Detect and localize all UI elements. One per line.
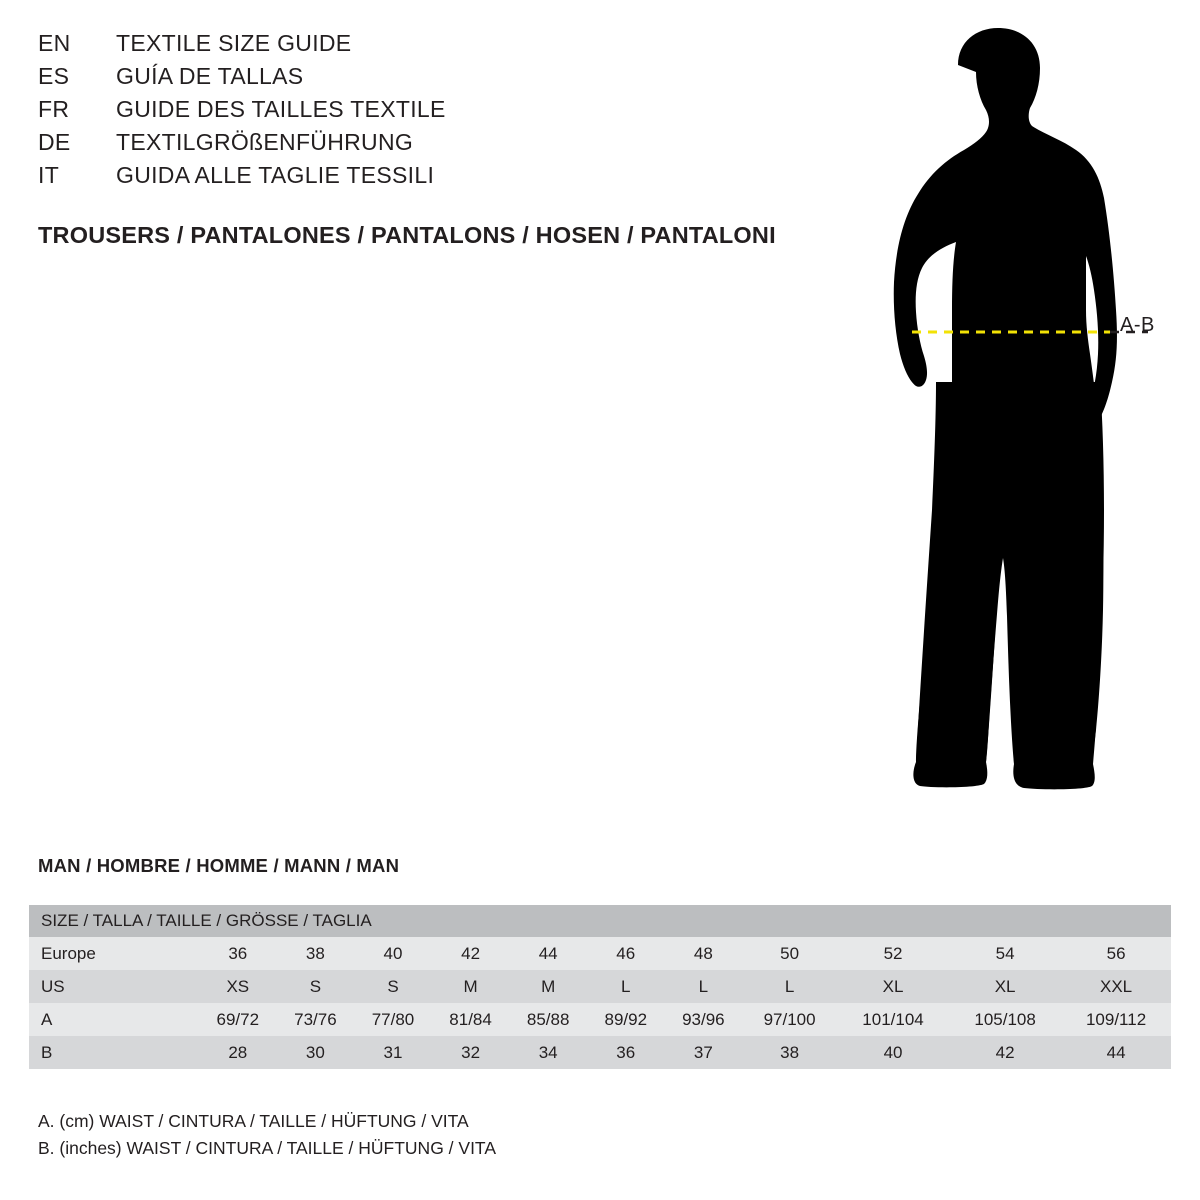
- footnote-b: B. (inches) WAIST / CINTURA / TAILLE / HÜFTUNG / VITA: [38, 1138, 496, 1158]
- table-cell: 97/100: [742, 1003, 837, 1036]
- language-title: GUIDA ALLE TAGLIE TESSILI: [116, 162, 435, 188]
- table-cell: 93/96: [665, 1003, 743, 1036]
- figure-silhouette: [800, 10, 1200, 810]
- table-cell: L: [665, 970, 743, 1003]
- table-cell: XL: [837, 970, 949, 1003]
- table-cell: 105/108: [949, 1003, 1061, 1036]
- table-cell: XL: [949, 970, 1061, 1003]
- table-cell: 38: [277, 937, 355, 970]
- language-row-fr: [38, 96, 838, 129]
- table-cell: 36: [587, 1036, 665, 1069]
- language-code: IT: [38, 162, 60, 188]
- table-cell: 52: [837, 937, 949, 970]
- table-cell: 42: [949, 1036, 1061, 1069]
- language-title: TEXTILE SIZE GUIDE: [116, 30, 352, 56]
- table-cell: 30: [277, 1036, 355, 1069]
- language-row-de: [38, 129, 838, 162]
- table-cell: 37: [665, 1036, 743, 1069]
- table-row: [29, 970, 1171, 1003]
- row-label: US: [29, 970, 199, 1003]
- language-row-en: [38, 30, 838, 63]
- table-cell: L: [742, 970, 837, 1003]
- table-cell: 34: [509, 1036, 587, 1069]
- language-code: EN: [38, 30, 71, 56]
- table-row: [29, 937, 1171, 970]
- measure-label-ab: A-B: [1120, 314, 1155, 336]
- table-cell: XS: [199, 970, 277, 1003]
- table-row: [29, 1003, 1171, 1036]
- table-cell: 40: [354, 937, 432, 970]
- table-cell: S: [354, 970, 432, 1003]
- table-cell: 44: [1061, 1036, 1171, 1069]
- table-cell: 77/80: [354, 1003, 432, 1036]
- table-cell: 31: [354, 1036, 432, 1069]
- table-row: [29, 1036, 1171, 1069]
- table-cell: 56: [1061, 937, 1171, 970]
- garment-type-heading: TROUSERS / PANTALONES / PANTALONS / HOSEN / PANTALONI: [38, 222, 776, 248]
- language-title: GUIDE DES TAILLES TEXTILE: [116, 96, 446, 122]
- table-cell: M: [432, 970, 510, 1003]
- table-header-row: [29, 905, 1171, 937]
- language-row-es: [38, 63, 838, 96]
- gender-heading: MAN / HOMBRE / HOMME / MANN / MAN: [38, 855, 400, 876]
- language-code: ES: [38, 63, 70, 89]
- language-title: GUÍA DE TALLAS: [116, 63, 304, 89]
- language-title: TEXTILGRÖßENFÜHRUNG: [116, 129, 414, 155]
- table-cell: 101/104: [837, 1003, 949, 1036]
- row-label: Europe: [29, 937, 199, 970]
- table-cell: 48: [665, 937, 743, 970]
- table-cell: M: [509, 970, 587, 1003]
- table-cell: 46: [587, 937, 665, 970]
- table-cell: 36: [199, 937, 277, 970]
- row-label: A: [29, 1003, 199, 1036]
- table-cell: L: [587, 970, 665, 1003]
- table-cell: 42: [432, 937, 510, 970]
- table-cell: 38: [742, 1036, 837, 1069]
- table-cell: 89/92: [587, 1003, 665, 1036]
- table-cell: 44: [509, 937, 587, 970]
- footnote-a: A. (cm) WAIST / CINTURA / TAILLE / HÜFTUNG / VITA: [38, 1111, 469, 1131]
- language-row-it: [38, 162, 838, 195]
- table-cell: XXL: [1061, 970, 1171, 1003]
- table-cell: S: [277, 970, 355, 1003]
- table-cell: 54: [949, 937, 1061, 970]
- row-label: B: [29, 1036, 199, 1069]
- language-list: [38, 30, 838, 195]
- table-cell: 73/76: [277, 1003, 355, 1036]
- size-table: [29, 905, 1171, 1069]
- table-cell: 40: [837, 1036, 949, 1069]
- table-cell: 81/84: [432, 1003, 510, 1036]
- table-header-label: SIZE / TALLA / TAILLE / GRÖSSE / TAGLIA: [29, 905, 1171, 937]
- language-code: DE: [38, 129, 71, 155]
- table-cell: 69/72: [199, 1003, 277, 1036]
- language-code: FR: [38, 96, 70, 122]
- footnotes: [38, 1108, 496, 1162]
- table-cell: 28: [199, 1036, 277, 1069]
- table-cell: 85/88: [509, 1003, 587, 1036]
- table-cell: 50: [742, 937, 837, 970]
- table-cell: 32: [432, 1036, 510, 1069]
- table-cell: 109/112: [1061, 1003, 1171, 1036]
